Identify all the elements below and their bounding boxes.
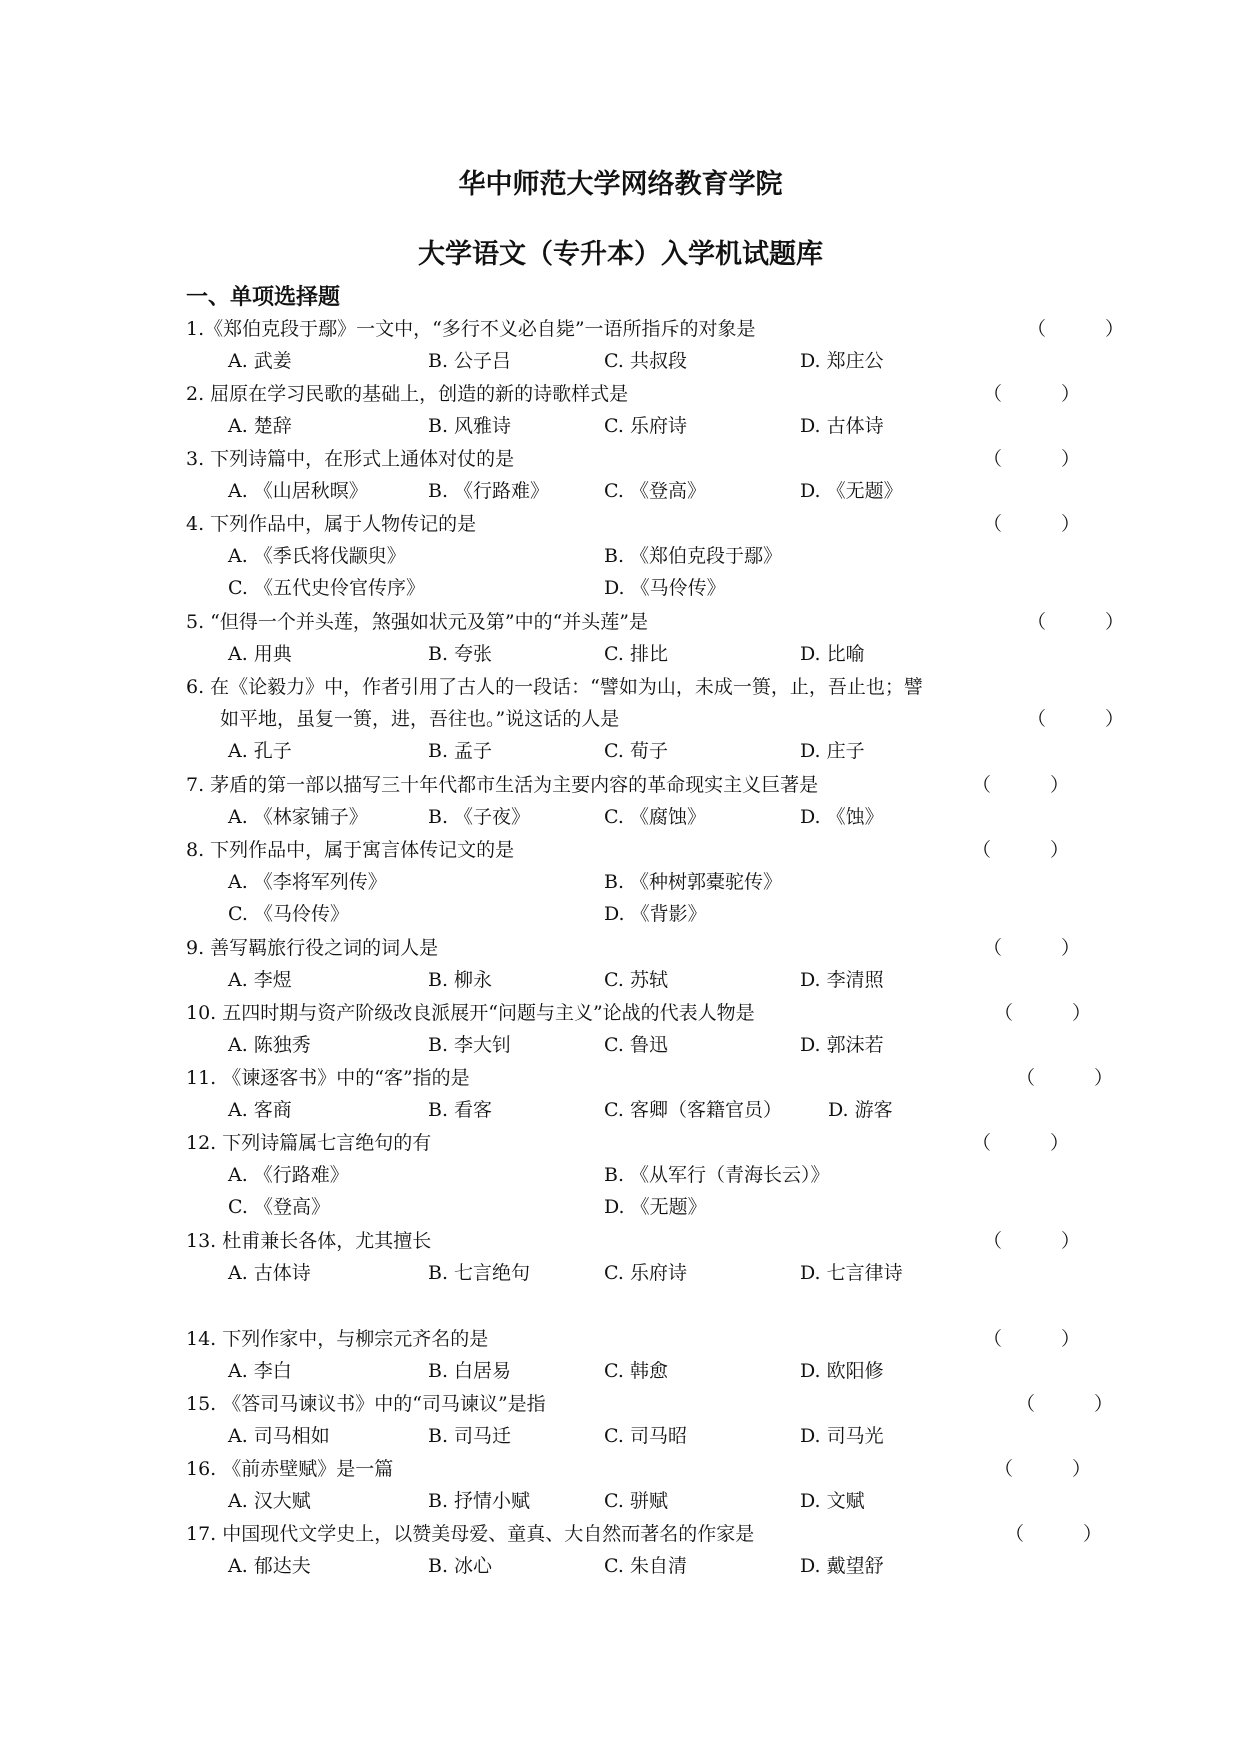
option: B. 《郑伯克段于鄢》 (604, 545, 783, 567)
option: D. 欧阳修 (800, 1360, 884, 1382)
question-text: 11. 《谏逐客书》中的“客”指的是 (186, 1067, 470, 1089)
answer-paren-close: ） (1050, 1132, 1070, 1154)
option: C. 乐府诗 (604, 415, 687, 437)
question-stem (0, 1519, 1241, 1547)
option: A. 李煜 (228, 969, 292, 991)
option-row (0, 476, 1241, 504)
option: D. 七言律诗 (800, 1262, 903, 1284)
question-text: 17. 中国现代文学史上，以赞美母爱、童真、大自然而著名的作家是 (186, 1523, 755, 1545)
option-row (0, 639, 1241, 667)
answer-paren-open: （ (983, 937, 1003, 959)
option-row (0, 346, 1241, 374)
answer-paren-close: ） (1105, 611, 1125, 633)
option: D. 戴望舒 (800, 1555, 884, 1577)
option-row (0, 1356, 1241, 1384)
answer-paren-open: （ (1027, 611, 1047, 633)
answer-paren-open: （ (994, 1458, 1014, 1480)
option: B. 白居易 (428, 1360, 512, 1382)
option: A. 司马相如 (228, 1425, 330, 1447)
option: C. 《五代史伶官传序》 (228, 577, 425, 599)
option: C. 排比 (604, 643, 668, 665)
answer-paren-open: （ (1016, 1067, 1036, 1089)
answer-paren-open: （ (983, 448, 1003, 470)
option: B. 《从军行（青海长云）》 (604, 1164, 830, 1186)
option-row (0, 1258, 1241, 1286)
option: B. 冰心 (428, 1555, 493, 1577)
answer-paren-close: ） (1061, 937, 1081, 959)
answer-paren-close: ） (1083, 1523, 1103, 1545)
question-stem (0, 770, 1241, 798)
option: C. 荀子 (604, 740, 668, 762)
question-stem (0, 998, 1241, 1026)
option: D. 比喻 (800, 643, 865, 665)
option-row (0, 541, 1241, 569)
question-text-continued: 如平地，虽复一篑，进，吾往也。”说这话的人是 (220, 708, 620, 730)
answer-paren-close: ） (1105, 318, 1125, 340)
option: B. 抒情小赋 (428, 1490, 531, 1512)
answer-paren-close: ） (1072, 1002, 1092, 1024)
option: C. 共叔段 (604, 350, 687, 372)
option-row (0, 1421, 1241, 1449)
option-row (0, 411, 1241, 439)
exam-title: 大学语文（专升本）入学机试题库 (418, 239, 823, 270)
option: D. 游客 (828, 1099, 893, 1121)
option: A. 《行路难》 (228, 1164, 349, 1186)
option: D. 《背影》 (604, 903, 707, 925)
option-row (0, 965, 1241, 993)
option: C. 苏轼 (604, 969, 668, 991)
option: C. 《马伶传》 (228, 903, 349, 925)
option-row (0, 802, 1241, 830)
option: C. 客卿（客籍官员） (604, 1099, 782, 1121)
question-text: 10. 五四时期与资产阶级改良派展开“问题与主义”论战的代表人物是 (186, 1002, 755, 1024)
option: A. 《季氏将伐颛臾》 (228, 545, 406, 567)
option: A. 用典 (228, 643, 292, 665)
option: A. 《李将军列传》 (228, 871, 387, 893)
option: C. 骈赋 (604, 1490, 668, 1512)
question-stem (0, 1226, 1241, 1254)
answer-paren-open: （ (994, 1002, 1014, 1024)
question-stem (0, 1324, 1241, 1352)
option: B. 孟子 (428, 740, 493, 762)
option-row (0, 573, 1241, 601)
question-text: 9. 善写羁旅行役之词的词人是 (186, 937, 439, 959)
option-row (0, 1160, 1241, 1188)
option: B. 李大钊 (428, 1034, 512, 1056)
option: B. 看客 (428, 1099, 493, 1121)
question-text: 12. 下列诗篇属七言绝句的有 (186, 1132, 432, 1154)
option: D. 李清照 (800, 969, 884, 991)
question-stem (0, 1454, 1241, 1482)
option: A. 客商 (228, 1099, 292, 1121)
answer-paren-open: （ (972, 1132, 992, 1154)
option: B. 《子夜》 (428, 806, 531, 828)
answer-paren-close: ） (1061, 1328, 1081, 1350)
option: A. 《林家铺子》 (228, 806, 368, 828)
option: C. 鲁迅 (604, 1034, 668, 1056)
question-stem (0, 1128, 1241, 1156)
question-stem (0, 1389, 1241, 1417)
answer-paren-open: （ (1027, 708, 1047, 730)
answer-paren-open: （ (983, 513, 1003, 535)
option: B. 《行路难》 (428, 480, 550, 502)
question-stem (0, 835, 1241, 863)
option: C. 乐府诗 (604, 1262, 687, 1284)
answer-paren-close: ） (1105, 708, 1125, 730)
answer-paren-open: （ (972, 839, 992, 861)
option: A. 楚辞 (228, 415, 292, 437)
question-stem (0, 933, 1241, 961)
answer-paren-close: ） (1094, 1067, 1114, 1089)
question-stem (0, 314, 1241, 342)
option: C. 《腐蚀》 (604, 806, 706, 828)
option-row (0, 1095, 1241, 1123)
answer-paren-close: ） (1094, 1393, 1114, 1415)
option: B. 柳永 (428, 969, 493, 991)
question-stem (0, 444, 1241, 472)
option: D. 《马伶传》 (604, 577, 726, 599)
option-row (0, 1551, 1241, 1579)
option-row (0, 867, 1241, 895)
option-row (0, 1030, 1241, 1058)
option: D. 《无题》 (604, 1196, 707, 1218)
option: B. 七言绝句 (428, 1262, 531, 1284)
option-row (0, 736, 1241, 764)
institution-title: 华中师范大学网络教育学院 (458, 169, 783, 200)
answer-paren-close: ） (1061, 383, 1081, 405)
option: D. 司马光 (800, 1425, 884, 1447)
option: A. 郁达夫 (228, 1555, 311, 1577)
option-row (0, 1192, 1241, 1220)
option-row (0, 1486, 1241, 1514)
question-text: 8. 下列作品中，属于寓言体传记文的是 (186, 839, 515, 861)
question-text: 5. “但得一个并头莲，煞强如状元及第”中的“并头莲”是 (186, 611, 649, 633)
question-stem (0, 1063, 1241, 1091)
question-text: 15. 《答司马谏议书》中的“司马谏议”是指 (186, 1393, 546, 1415)
option: B. 司马迁 (428, 1425, 512, 1447)
question-text: 7. 茅盾的第一部以描写三十年代都市生活为主要内容的革命现实主义巨著是 (186, 774, 819, 796)
answer-paren-open: （ (983, 1328, 1003, 1350)
answer-paren-open: （ (1027, 318, 1047, 340)
question-stem (0, 607, 1241, 635)
answer-paren-close: ） (1061, 513, 1081, 535)
answer-paren-open: （ (983, 383, 1003, 405)
option: A. 武姜 (228, 350, 292, 372)
option: D. 《无题》 (800, 480, 903, 502)
option: C. 司马昭 (604, 1425, 687, 1447)
option: D. 郑庄公 (800, 350, 884, 372)
option-row (0, 899, 1241, 927)
option: D. 《蚀》 (800, 806, 884, 828)
question-text: 1.《郑伯克段于鄢》一文中，“多行不义必自毙”一语所指斥的对象是 (186, 318, 756, 340)
option: A. 《山居秋暝》 (228, 480, 368, 502)
answer-paren-open: （ (1005, 1523, 1025, 1545)
section-heading: 一、单项选择题 (186, 284, 341, 310)
question-stem (0, 379, 1241, 407)
answer-paren-close: ） (1072, 1458, 1092, 1480)
option: C. 《登高》 (604, 480, 706, 502)
option: C. 韩愈 (604, 1360, 668, 1382)
option: A. 李白 (228, 1360, 292, 1382)
option: C. 《登高》 (228, 1196, 330, 1218)
option: A. 孔子 (228, 740, 292, 762)
option: C. 朱自清 (604, 1555, 687, 1577)
question-text: 2. 屈原在学习民歌的基础上，创造的新的诗歌样式是 (186, 383, 629, 405)
question-text: 4. 下列作品中，属于人物传记的是 (186, 513, 477, 535)
answer-paren-close: ） (1061, 1230, 1081, 1252)
question-text: 16. 《前赤壁赋》是一篇 (186, 1458, 394, 1480)
option: D. 古体诗 (800, 415, 884, 437)
answer-paren-open: （ (972, 774, 992, 796)
question-text: 3. 下列诗篇中，在形式上通体对仗的是 (186, 448, 515, 470)
question-stem-continued (0, 704, 1241, 732)
answer-paren-close: ） (1061, 448, 1081, 470)
option: B. 风雅诗 (428, 415, 512, 437)
answer-paren-close: ） (1050, 839, 1070, 861)
option: A. 古体诗 (228, 1262, 311, 1284)
option: D. 文赋 (800, 1490, 865, 1512)
option: A. 陈独秀 (228, 1034, 311, 1056)
answer-paren-open: （ (983, 1230, 1003, 1252)
option: B. 夸张 (428, 643, 493, 665)
question-text: 6. 在《论毅力》中，作者引用了古人的一段话：“譬如为山，未成一篑，止，吾止也；譬 (186, 676, 923, 698)
answer-paren-open: （ (1016, 1393, 1036, 1415)
question-text: 14. 下列作家中，与柳宗元齐名的是 (186, 1328, 489, 1350)
option: B. 公子吕 (428, 350, 512, 372)
option: B. 《种树郭橐驼传》 (604, 871, 783, 893)
option: D. 庄子 (800, 740, 865, 762)
option: A. 汉大赋 (228, 1490, 311, 1512)
option: D. 郭沫若 (800, 1034, 884, 1056)
question-stem (0, 509, 1241, 537)
question-stem (0, 672, 1241, 700)
question-text: 13. 杜甫兼长各体，尤其擅长 (186, 1230, 432, 1252)
answer-paren-close: ） (1050, 774, 1070, 796)
